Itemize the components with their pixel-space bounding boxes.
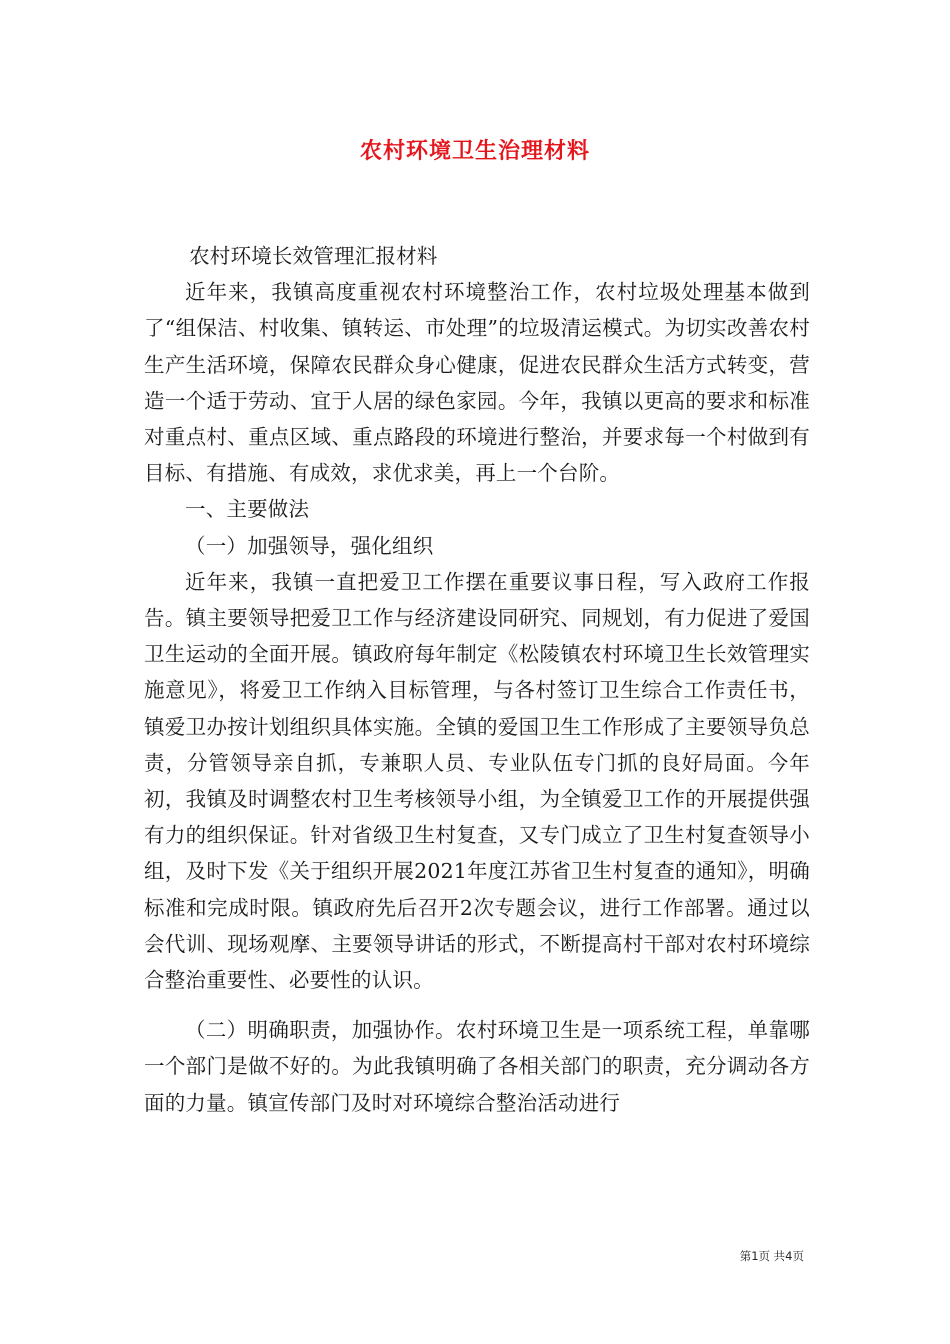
intro-paragraph: 近年来，我镇高度重视农村环境整治工作，农村垃圾处理基本做到了“组保洁、村收集、镇转运、市处理”的垃圾清运模式。为切实改善农村生产生活环境，保障农民群众身心健康，促进农民群众生活方式转变，营造一个适于劳动、宜于人居的绿色家园。今年，我镇以更高的要求和标准对重点村、重点区域、重点路段的环境进行整治，并要求每一个村做到有目标、有措施、有成效，求优求美，再上一个台阶。 (144, 280, 810, 486)
responsibilities-paragraph: （二）明确职责，加强协作。农村环境卫生是一项系统工程，单靠哪一个部门是做不好的。为此我镇明确了各相关部门的职责，充分调动各方面的力量。镇宣传部门及时对环境综合整治活动进行 (144, 1018, 810, 1115)
document-body (144, 238, 810, 1121)
leadership-paragraph: 近年来，我镇一直把爱卫工作摆在重要议事日程，写入政府工作报告。镇主要领导把爱卫工作与经济建设同研究、同规划，有力促进了爱国卫生运动的全面开展。镇政府每年制定《松陵镇农村环境卫生长效管理实施意见》，将爱卫工作纳入目标管理，与各村签订卫生综合工作责任书，镇爱卫办按计划组织具体实施。全镇的爱国卫生工作形成了主要领导负总责，分管领导亲自抓，专兼职人员、专业队伍专门抓的良好局面。今年初，我镇及时调整农村卫生考核领导小组，为全镇爱卫工作的开展提供强有力的组织保证。针对省级卫生村复查，又专门成立了卫生村复查领导小组，及时下发《关于组织开展2021年度江苏省卫生村复查的通知》，明确标准和完成时限。镇政府先后召开2次专题会议，进行工作部署。通过以会代训、现场观摩、主要领导讲话的形式，不断提高村干部对农村环境综合整治重要性、必要性的认识。 (144, 569, 810, 993)
section-heading-main-practices: 一、主要做法 (185, 497, 310, 522)
document-title: 农村环境卫生治理材料 (359, 139, 590, 164)
subsection-heading-leadership: （一）加强领导，强化组织 (185, 533, 434, 558)
page-number-footer: 第1页 共4页 (739, 1249, 804, 1263)
report-subtitle: 农村环境长效管理汇报材料 (189, 244, 438, 268)
